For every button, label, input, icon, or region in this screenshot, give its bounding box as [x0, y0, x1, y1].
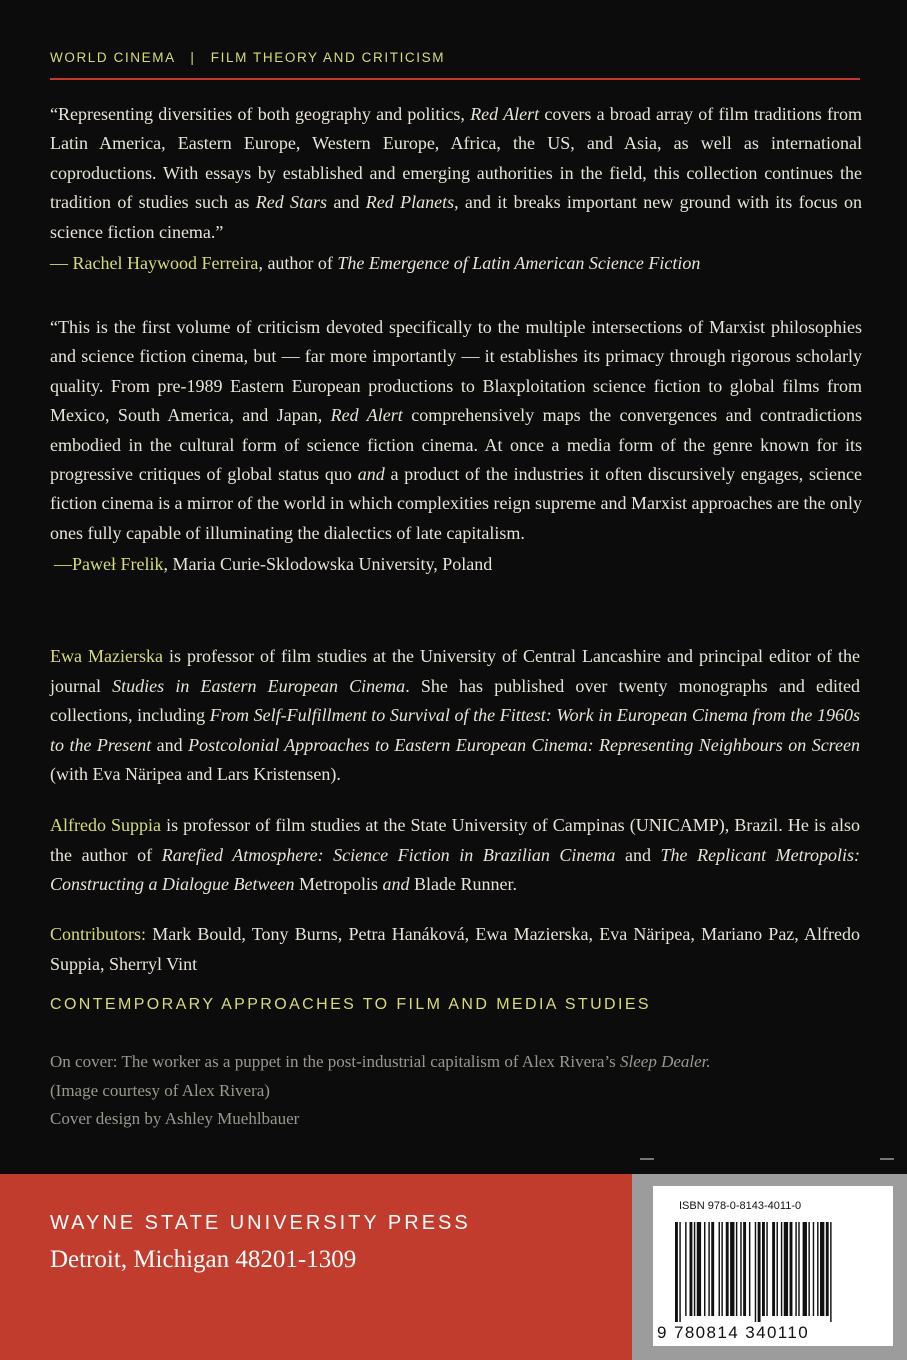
- barcode-bar: [675, 1222, 678, 1322]
- barcode-bar: [697, 1222, 701, 1316]
- contributors-names: Mark Bould, Tony Burns, Petra Hanáková, Ewa Mazierska, Eva Näripea, Mariano Paz, Alfredo Suppia, Sherryl Vint: [50, 924, 860, 974]
- barcode-bar: [743, 1222, 746, 1316]
- barcode-bar: [708, 1222, 709, 1316]
- barcode-bar: [685, 1222, 686, 1316]
- publisher-panel: [0, 1174, 632, 1360]
- editor-bio-mazierska: Ewa Mazierska is professor of film studies at the University of Central Lancashire and principal editor of the journal Studies in Eastern European Cinema. She has published over twenty monographs and edited collections, including From Self-Fulfillment to Survival of the Fittest: Work in European Cinema from the 1960s to the Present and Postcolonial Approaches to Eastern European Cinema: Representing Neighbours on Screen (with Eva Näripea and Lars Kristensen).: [50, 646, 861, 784]
- barcode-bar: [820, 1222, 824, 1316]
- barcode-bar: [784, 1222, 788, 1316]
- publisher-location: Detroit, Michigan 48201-1309: [50, 1246, 357, 1273]
- barcode-bar: [790, 1222, 793, 1316]
- editor-name-mazierska: Ewa Mazierska: [50, 646, 163, 666]
- barcode-bar: [795, 1222, 796, 1316]
- quote-1-text: “Representing diversities of both geography and politics, Red Alert covers a broad array of film traditions from Latin America, Eastern Europe, Western Europe, Africa, the US, and Asia, as well as international coproductions. With essays by established and emerging authorities in the field, this collection continues the tradition of studies such as Red Stars and Red Planets, and it breaks important new ground with its focus on science fiction cinema.”: [50, 104, 863, 242]
- barcode-bar: [755, 1222, 756, 1322]
- quote-1-author: — Rachel Haywood Ferreira: [50, 253, 259, 274]
- barcode-bar: [694, 1222, 695, 1316]
- header-series-line: [50, 50, 870, 65]
- header-separator: |: [190, 50, 196, 65]
- cover-credit-line-2: (Image courtesy of Alex Rivera): [50, 1080, 270, 1100]
- barcode-bar: [758, 1222, 761, 1322]
- barcode-bar: [803, 1222, 807, 1316]
- endorsement-quote-2: [50, 313, 862, 579]
- header-world-cinema: WORLD CINEMA: [50, 50, 175, 65]
- endorsement-quote-1: [50, 100, 862, 278]
- barcode-bar: [749, 1222, 750, 1316]
- barcode-number: 9 780814 340110: [657, 1323, 810, 1342]
- header-rule: [50, 78, 860, 80]
- book-series-title: CONTEMPORARY APPROACHES TO FILM AND MEDIA STUDIES: [50, 996, 651, 1013]
- barcode-bar: [808, 1222, 809, 1316]
- quote-2-author: —Paweł Frelik: [54, 554, 164, 575]
- contributors-label: Contributors:: [50, 924, 147, 944]
- quote-2-attribution: —Paweł Frelik, Maria Curie-Sklodowska University, Poland: [54, 554, 493, 575]
- isbn-label: ISBN 978-0-8143-4011-0: [679, 1200, 802, 1212]
- header-film-theory: FILM THEORY AND CRITICISM: [210, 50, 446, 65]
- publisher-name: WAYNE STATE UNIVERSITY PRESS: [50, 1212, 471, 1234]
- quote-2-text: “This is the first volume of criticism devoted specifically to the multiple intersections of Marxist philosophies and science fiction cinema, but — far more importantly — it establishes its primacy through rigorous scholarly quality. From pre-1989 Eastern European productions to Blaxploitation science fiction to global films from Mexico, South America, and Japan, Red Alert comprehensively maps the convergences and contradictions embodied in the cultural form of science fiction cinema. At once a media form of the genre known for its progressive critiques of global status quo and a product of the industries it often discursively engages, science fiction cinema is a mirror of the world in which complexities reign supreme and Marxist approaches are the only ones fully capable of illuminating the dialectics of late capitalism.: [50, 317, 862, 543]
- contributors-list: [50, 920, 860, 979]
- cover-credits: [50, 1048, 860, 1134]
- barcode-bar: [726, 1222, 729, 1316]
- barcode-bar: [704, 1222, 705, 1316]
- barcode-bar: [711, 1222, 714, 1316]
- barcode-box: [653, 1186, 893, 1346]
- barcode-bar: [772, 1222, 775, 1316]
- barcode-bar: [826, 1222, 829, 1316]
- trim-mark-right: [880, 1158, 894, 1160]
- barcode-bar: [730, 1222, 734, 1316]
- barcode-bars: [675, 1222, 875, 1322]
- barcode-bar: [781, 1222, 782, 1316]
- editor-name-suppia: Alfredo Suppia: [50, 815, 162, 835]
- barcode-bar: [719, 1222, 720, 1316]
- barcode-bar: [798, 1222, 799, 1316]
- cover-credit-line-3: Cover design by Ashley Muehlbauer: [50, 1109, 300, 1128]
- barcode-bar: [817, 1222, 818, 1316]
- cover-credit-line-1: On cover: The worker as a puppet in the post-industrial capitalism of Alex Rivera’s Sleep Dealer.: [50, 1052, 711, 1071]
- barcode-bar: [690, 1222, 693, 1316]
- barcode-bar: [777, 1222, 778, 1316]
- barcode-bar: [740, 1222, 741, 1316]
- quote-1-attribution: — Rachel Haywood Ferreira, author of The Emergence of Latin American Science Fiction: [50, 253, 701, 274]
- barcode-bar: [766, 1222, 767, 1316]
- barcode-bar: [830, 1222, 831, 1322]
- editor-bio-suppia: Alfredo Suppia is professor of film studies at the State University of Campinas (UNICAMP), Brazil. He is also the author of Rarefied Atmosphere: Science Fiction in Brazilian Cinema and The Replicant Metropolis: Constructing a Dialogue Between Metropolis and Blade Runner.: [50, 815, 860, 894]
- barcode-panel: [632, 1174, 907, 1360]
- barcode-bar: [679, 1222, 680, 1322]
- barcode-bar: [721, 1222, 722, 1316]
- barcode-bar: [762, 1222, 765, 1316]
- trim-mark-left: [640, 1158, 654, 1160]
- barcode-bar: [813, 1222, 814, 1316]
- barcode-bar: [736, 1222, 737, 1316]
